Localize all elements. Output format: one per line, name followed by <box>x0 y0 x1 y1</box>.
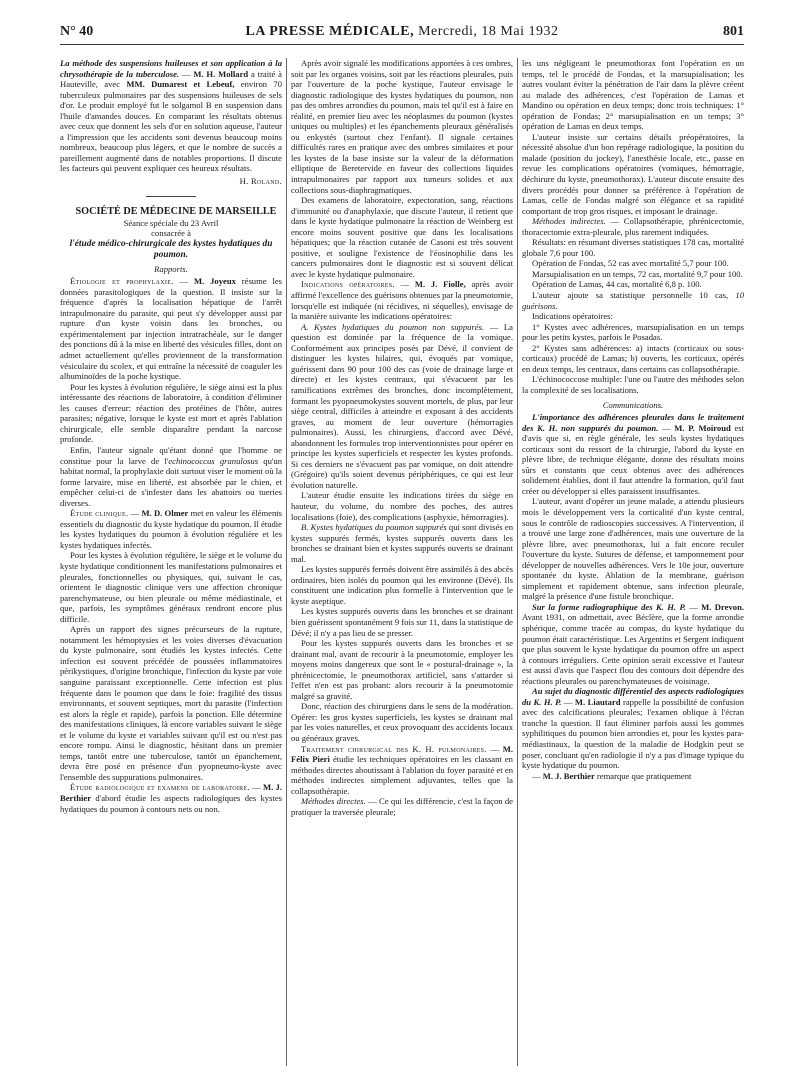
column-divider <box>286 58 287 1066</box>
author: M. D. Olmer <box>141 508 189 519</box>
section-label: Traitement chirurgical des K. H. pulmonaires. <box>301 743 487 754</box>
section-label: Étude clinique. <box>70 508 129 519</box>
text: Enfin, l'auteur signale qu'étant donné que l'homme ne constitue pour la larve de l' <box>60 444 282 466</box>
section-label: Étude radiologique et examens de laboratoire. <box>70 782 250 793</box>
text: qu'un habitat normal, la prophylaxie doit surtout viser le moment où la forme larvaire, mise en liberté, est absorbée par le chien, et empêcher celui-ci de s'infester dans les abattoirs ou tueries diverses. <box>60 455 282 508</box>
paragraph <box>291 522 513 564</box>
paragraph <box>60 445 282 508</box>
paragraph: Après un rapport des signes précurseurs de la rupture, notamment les hémoptysies et les voies diverses d'évacuation du kyste pulmonaire, sont étudiés les kystes infectés. Cette infection est souvent précédée de poussées inflammatoires périkystiques, d'origine bronchique, l'infection du kyste par voie sanguine paraissant exceptionnelle. Cette infection est plus fréquente dans le poumon que dans le foie: fragilité des tissus environnants, et souvent septiques, mort du parasite (l'infection est alors la règle et rapide), parfois la ponction. Elle détermine des manifestations cliniques, là encore variables suivant le siège et le volume du kyste et variables suivant qu'il est ou n'est pas encore rompu. Ainsi le diagnostic, hésitant dans un premier temps, tantôt entre une tuberculose, tantôt un épanchement, devra être posé en présence d'un pyopneumo-kyste avec l'ensemble des suppurations pulmonaires. <box>60 624 282 782</box>
paragraph: Les kystes suppurés ouverts dans les bronches et se drainant bien guérissent spontanément 9 fois sur 11, dans la statistique de Dévé; il n'y a pas lieu de se presser. <box>291 606 513 638</box>
paragraph: Donc, réaction des chirurgiens dans le sens de la modération. Opérer: les gros kystes superficiels, les kystes se drainant mal par les voies naturelles, et ceux provoquant des accidents locaux ou généraux graves. <box>291 701 513 743</box>
section-label: A. Kystes hydatiques du poumon non suppurés. <box>301 321 485 332</box>
paragraph: L'auteur insiste sur certains détails préopératoires, la nécessité absolue d'un bon repérage radiologique, la position du malade (position du jockey), l'anesthésie locale, etc., passe en revue les complications opératoires (vomiques, hémorragie, déchirure du kyste, pneumothorax). L'auteur discute ensuite des divers procédés pour donner sa préférence à l'opération de Lamas, celle de Fondas malgré son élégance et sa rapidité comportant de trop gros risques, et imposant le drainage. <box>522 131 744 216</box>
paragraph: — M. J. Berthier remarque que pratiquement <box>532 770 692 781</box>
journal-title <box>60 24 744 40</box>
section-label: Étiologie et prophylaxie. <box>70 276 174 287</box>
communications-heading: Communications. <box>602 399 664 410</box>
text: remarque que pratiquement <box>594 770 692 781</box>
paragraph: 1° Kystes avec adhérences, marsupialisation en un temps pour les petits kystes, parfois le Posadas. <box>522 321 744 343</box>
paragraph: Sur la forme radiographique des K. H. P. — M. Drevon. Avant 1931, on admettait, avec Béclère, que la forme arrondie sphérique, comme tracée au compas, du kyste hydatique du poumon était caractéristique. Les Argentins et Sergent indiquent que plus souvent le kyste hydatique du poumon offre un aspect à contours irréguliers. Cette opinion serait excessive et l'auteur est aussi d'avis que l'aspect flou des contours doit dépendre des réactions pleurales ou parenchymateuses de voisinage. <box>522 601 744 686</box>
paragraph: Étude radiologique et examens de laboratoire. — M. J. Berthier d'abord étudie les aspects radiologiques des kystes hydatiques du poumon à contours nets ou non. <box>60 782 282 814</box>
paragraph: Pour les kystes à évolution régulière, le siège ainsi est la plus intéressante des réactions de laboratoire, à condition d'éliminer les causes d'erreur: réaction des protéines de l'hôte, autres parasites; négative, lorsque le kyste est mort et après l'ablation chirurgicale, elle semble disparaître pendant la narcose profonde. <box>60 381 282 445</box>
section-rule <box>146 196 196 197</box>
rapports-heading: Rapports. <box>154 263 188 274</box>
column-2 <box>291 58 513 1070</box>
abstract-mollard: La méthode des suspensions huileuses et son application à la chrysothérapie de la tuberculose. — M. H. Mollard a traité à Hauteville, avec MM. Dumarest et Lebeuf, environ 70 tuberculeux pulmonaires par des suspensions huileuses de sels d'or. Le produit employé fut le solgamol B en suspension dans l'huile d'amandes douces. En comparant les résultats obtenus avec ceux que donnent les sels d'or en solution aqueuse, l'auteur a l'impression que les accidents sont devenus beaucoup moins nombreux, beaucoup plus légers, et que le nombre de succès a pareillement augmenté dans de notables proportions. Il discute les facteurs qui peuvent expliquer ces heureux résultats. <box>60 58 282 174</box>
society-heading: SOCIÉTÉ DE MÉDECINE DE MARSEILLE <box>75 205 277 217</box>
paragraph: L'auteur, avant d'opérer un jeune malade, a attendu plusieurs mois le développement vers la corticalité d'un kyste central, sous le contrôle de radioscopies successives. A l'intervention, il a trouvé une large zone d'adhérences, mais une ouverture de la plèvre libre, avec pneumothorax, lui a fait encore reculer l'ouverture du kyste. Sutures de défense, et tamponnement pour développer de nouvelles adhérences. Vers le 10e jour, ouverture spontanée du kyste. Ablation de la membrane, guérison simplement et rapidement obtenue, sans infection pleurale, malgré la présence d'une fistule bronchique. <box>522 496 744 602</box>
species-name: echinococcus granulosus <box>168 455 259 466</box>
text: qui sont divisés en kystes suppurés fermés, kystes suppurés ouverts dans les bronches se drainant bien et kystes suppurés ouverts se drainant mal. <box>291 522 513 564</box>
text: — Collapsothérapie, phrénicectomie, thoracectomie extra-pleurale, plus rarement indiquées. <box>522 216 744 237</box>
text: 10 guérisons. <box>522 290 744 311</box>
text: environ 70 tuberculeux pulmonaires par des suspensions huileuses de sels d'or. Le produit employé fut le solgamol B en suspension dans l'huile d'amandes douces. En comparant les résultats obtenus avec ceux que donnent les sels d'or en solution aqueuse, l'auteur a l'impression que les accidents sont devenus beaucoup moins nombreux, beaucoup plus légers, et que le nombre de succès a pareillement augmenté dans de notables proportions. Il discute les facteurs qui peuvent expliquer ces heureux résultats. <box>60 79 282 174</box>
communication-title: L'importance des adhérences pleurales dans le traitement des K. H. non suppurés du poumon. <box>522 412 744 433</box>
text: — La question est dominée par la fréquence de la vomique. Conformément aux principes posés par Dévé, il convient de distinguer les kystes hilaires, qui, évoqués par vomique, guérissent dans 90 pour 100 des cas (voie de drainage large et directe) et les kystes centraux, qui s'évacuent par les ramifications extrêmes des bronches, donc incomplètement, formant les pyopneumokystes souvent mortels, de plus, par leur siège central, difficiles à atteindre et exposant à des accidents graves, au moment de leur ouverture (hémorragies pulmonaires). Aussi, les chirurgiens, d'accord avec Dévé, abandonnent les formules trop interventionnistes pour opérer en principe les kystes superficiels et respecter les kystes profonds. Si ces derniers ne s'évacuent pas par vomique, on doit attendre (Grégoire) qu'ils soient devenus périphériques, ce qui est leur évolution naturelle. <box>291 321 513 490</box>
paragraph: Les kystes suppurés fermés doivent être assimilés à des abcès ordinaires, bien isolés du poumon qui les environne (Dévé). Ils constituent une indication plus formelle à l'intervention que le kyste aseptique. <box>291 564 513 606</box>
text: résume les données parasitologiques de la question. Il insiste sur la fréquence d'après la localisation hépatique de l'arrêt intrapulmonaire du parasite, qui peut s'y développer aussi par rupture d'un kyste voisin dans les bronches, ou expérimentalement par injection intratrachéale, sur le danger des ponctions dû à la mise en liberté des vésicules filles, dont on admet actuellement qu'elles proviennent de la transformation vésiculaire du scolex, et qui entraîne la nécessité de coaguler les albuminoïdes de la poche kystique. <box>60 276 282 382</box>
paragraph: les uns négligeant le pneumothorax font l'opération en un temps, tel le procédé de Fondas, et la marsupialisation; les autres voulant éviter la pénétration de l'air dans la plèvre créent au malade des adhérences, c'est l'opération de Lamas et Mandino ou opération en deux temps; donc trois techniques: 1° opération de Fondas; 2° marsupialisation en un temps; 3° opération de Lamas en deux temps. <box>522 58 744 132</box>
page-number: 801 <box>723 24 744 39</box>
author: M. H. Mollard <box>193 68 249 79</box>
paragraph: Opération de Fondas, 52 cas avec mortalité 5,7 pour 100. <box>532 258 729 269</box>
text: est d'avis que si, en règle générale, les seuls kystes hydatiques corticaux sont du ressort de la chirurgie, l'abord du kyste en plèvre libre, de technique élégante, donne des résultats moins sûrs et constants que ceux obtenus avec des adhérences solidement établies, dont il faut attendre la formation, qu'il faut créer ou développer si elles paraissent insuffisantes. <box>522 422 744 496</box>
author: MM. Dumarest et Lebeuf, <box>126 79 235 90</box>
author: M. J. Fiolle, <box>414 279 466 290</box>
paragraph: L'auteur étudie ensuite les indications tirées du siège en hauteur, du volume, du nombre des poches, des autres localisations (foie), des complications (asphyxie, hémorragies). <box>291 490 513 522</box>
text: d'abord étudie les aspects radiologiques des kystes hydatiques du poumon à contours nets ou non. <box>60 793 282 814</box>
text: — Ce qui les différencie, c'est la façon de pratiquer la traversée pleurale; <box>291 796 513 817</box>
paragraph <box>291 796 513 817</box>
text: étudie les techniques opératoires en les classant en méthodes directes aboutissant à l'ablation du foyer parasité et en méthodes indirectes simplement adjuvantes, telles que la collapsothérapie. <box>291 754 513 796</box>
paragraph: Pour les kystes à évolution régulière, le siège et le volume du kyste hydatique conditionnent les manifestations pulmonaires et pleurales, fonctionnelles ou physiques, qui, suivant le cas, orientent le diagnostic clinique vers une affection chronique parenchymateuse, ou bien pleurale ou même médiastinale, et que, parfois, les symptômes généraux rendront encore plus difficile. <box>60 550 282 624</box>
paragraph: Étude clinique. — M. D. Olmer met en valeur les éléments essentiels du diagnostic du kyste hydatique du poumon. Il étudie les kystes hydatiques du poumon à évolution régulière et les kystes hydatiques infectés. <box>60 508 282 550</box>
paragraph: L'importance des adhérences pleurales dans le traitement des K. H. non suppurés du poumon. — M. P. Moiroud est d'avis que si, en règle générale, les seuls kystes hydatiques corticaux sont du ressort de la chirurgie, l'abord du kyste en plèvre libre, de technique élégante, donne des résultats moins sûrs et constants que ceux obtenus avec des adhérences solidement établies, dont il faut attendre la formation, qu'il faut créer ou développer si elles paraissent insuffisantes. <box>522 412 744 496</box>
communication-title: Au sujet du diagnostic différentiel des aspects radiologiques du K. H. P. <box>522 686 744 707</box>
text: L'auteur ajoute sa statistique personnelle 10 cas, <box>532 290 736 301</box>
paragraph: Étiologie et prophylaxie. — M. Joyeux résume les données parasitologiques de la question. Il insiste sur la fréquence d'après la localisation hépatique de l'arrêt intrapulmonaire du parasite, qui peut s'y développer aussi par rupture d'un kyste voisin dans les bronches, ou expérimentalement par injection intratrachéale, sur le danger des ponctions dû à la mise en liberté des vésicules filles, dont on admet actuellement qu'elles proviennent de la transformation vésiculaire du scolex, et qui entraîne la nécessité de coaguler les albuminoïdes de la poche kystique. <box>60 276 282 382</box>
section-label: B. Kystes hydatiques du poumon suppurés <box>301 522 447 533</box>
author: M. P. Moiroud <box>674 422 731 433</box>
column-3 <box>522 58 744 1070</box>
paragraph: 2° Kystes sans adhérences: a) intacts (corticaux ou sous-corticaux) procédé de Lamas; b) ouverts, les corticaux, opérés en deux temps, les centraux, dans certains cas collapsothérapie. <box>522 342 744 374</box>
text: a traité à Hauteville, avec <box>60 68 282 90</box>
paragraph: Indications opératoires: <box>532 311 613 322</box>
paragraph: Résultats: en résumant diverses statistiques 178 cas, mortalité globale 7,6 pour 100. <box>522 237 744 258</box>
author: M. Drevon. <box>701 601 744 612</box>
text: Avant 1931, on admettait, avec Béclère, que la forme arrondie sphérique, comme tracée au compas, du kyste hydatique du poumon était caractéristique. Les Argentins et Sergent indiquent que plus souvent le kyste hydatique du poumon offre un aspect à contours irréguliers. Cette opinion serait excessive et l'auteur est aussi d'avis que l'aspect flou des contours doit dépendre des réactions pleurales ou parenchymateuses de voisinage. <box>522 612 744 686</box>
paragraph: L'échinococcose multiple: l'une ou l'autre des méthodes selon la complexité de ses localisations. <box>522 374 744 395</box>
session-subject: l'étude médico-chirurgicale des kystes hydatiques du poumon. <box>69 238 273 261</box>
paragraph <box>291 322 513 491</box>
paragraph <box>522 216 744 237</box>
author: M. Liautard <box>574 696 621 707</box>
column-1 <box>60 58 282 1070</box>
text: après avoir affirmé l'excellence des guérisons obtenues par la pneumotomie, lorsqu'elle est indiquée (ni récidives, ni séquelles), envisage de la manière suivante les indications opératoires: <box>291 279 513 322</box>
paragraph: Opération de Lamas, 44 cas, mortalité 6,8 p. 100. <box>532 279 702 290</box>
issue-date: Mercredi, 18 Mai 1932 <box>418 24 559 39</box>
session-date: Séance spéciale du 23 Avril <box>123 217 219 228</box>
author: M. J. Berthier <box>60 782 282 803</box>
paragraph: Des examens de laboratoire, expectoration, sang, réactions d'immunité ou d'anaphylaxie, que discute l'auteur, il retient que dans le kyste hydatique pulmonaire la réaction de Weinberg est encore moins souvent positive que dans les localisations hépatiques; que la réaction cutanée de Casoni est très souvent positive, et souligne l'existence de l'éosinophilie dans les cancers pulmonaires dont le diagnostic est si souvent délicat avec le kyste hydatique pulmonaire. <box>291 195 513 279</box>
paragraph: Pour les kystes suppurés ouverts dans les bronches et se drainant mal, avant de recourir à la pneumotomie, employer les moyens moins dangereux que sont le « postural-drainage », la phrénicectomie, le pneumothorax artificiel, sans s'attarder si l'effet n'en est pas probant: alors recourir à la pneumotomie malgré sa gravité. <box>291 638 513 701</box>
paragraph: Après avoir signalé les modifications apportées à ces ombres, soit par les organes voisins, soit par les réactions pleurales, puis par l'ouverture de la poche kystique, l'auteur envisage le diagnostic radiologique des kystes hydatiques du poumon, non pas des ombres arrondies du poumon, mais tel qu'il est à faire en réalité, en premier lieu avec les néoplasmes du poumon (kystes uniques ou multiples) et les épanchements pleuraux généralisés ou enkystés (surtout chez l'enfant). Il signale certaines difficultés rares en pratique avec des ombres similaires et pour les kystes de la base insiste sur la valeur de la déformation elliptique de Beretervide en faveur des collections liquides intrapulmonaires par rapport aux tumeurs solides et aux collections sous-diaphragmatiques. <box>291 58 513 195</box>
issue-number: N° 40 <box>60 24 94 39</box>
section-label: Indications opératoires. <box>301 279 395 290</box>
paragraph: Traitement chirurgical des K. H. pulmonaires. — M. Félix Pieri étudie les techniques opératoires en les classant en méthodes directes aboutissant à l'ablation du foyer parasité et en méthodes indirectes simplement adjuvantes, telles que la collapsothérapie. <box>291 743 513 796</box>
column-divider <box>517 58 518 1066</box>
paragraph: Indications opératoires. — M. J. Fiolle, après avoir affirmé l'excellence des guérisons obtenues par la pneumotomie, lorsqu'elle est indiquée (ni récidives, ni séquelles), envisage de la manière suivante les indications opératoires: <box>291 279 513 322</box>
author: M. Félix Pieri <box>291 743 513 765</box>
text: met en valeur les éléments essentiels du diagnostic du kyste hydatique du poumon. Il étudie les kystes hydatiques du poumon à évolution régulière et les kystes hydatiques infectés. <box>60 508 282 550</box>
journal-name: LA PRESSE MÉDICALE, <box>245 24 415 39</box>
session-consacree: consacrée à <box>151 228 191 239</box>
communication-title: Sur la forme radiographique des K. H. P. <box>532 601 686 612</box>
page-header <box>60 22 744 45</box>
author: M. Joyeux <box>193 276 236 287</box>
abstract-title: La méthode des suspensions huileuses et son application à la chrysothérapie de la tuberculose. <box>60 58 282 79</box>
signature: H. Roland. <box>239 176 282 187</box>
paragraph: Au sujet du diagnostic différentiel des aspects radiologiques du K. H. P. — M. Liautard rappelle la possibilité de confusion avec des calcifications pleurales; l'examen oblique à l'écran tranche la question. Il faut éliminer parfois aussi les gommes syphilitiques du poumon bien arrondies et, pour les kystes para-médiastinaux, la question de la maladie de Hodgkin peut se poser, concluant qu'en radiologie il n'y a pas d'image typique du kyste hydatique du poumon. <box>522 686 744 771</box>
section-label: Méthodes indirectes. <box>532 216 606 227</box>
paragraph <box>522 290 744 311</box>
text: rappelle la possibilité de confusion avec des calcifications pleurales; l'examen oblique à l'écran tranche la question. Il faut éliminer parfois aussi les gommes syphilitiques du poumon bien arrondies et, pour les kystes para-médiastinaux, la question de la maladie de Hodgkin peut se poser, concluant qu'en radiologie il n'y a pas d'image typique du kyste hydatique du poumon. <box>522 696 744 771</box>
author: M. J. Berthier <box>542 770 595 781</box>
section-label: Méthodes directes. <box>301 796 366 807</box>
paragraph: Marsupialisation en un temps, 72 cas, mortalité 9,7 pour 100. <box>532 268 743 279</box>
